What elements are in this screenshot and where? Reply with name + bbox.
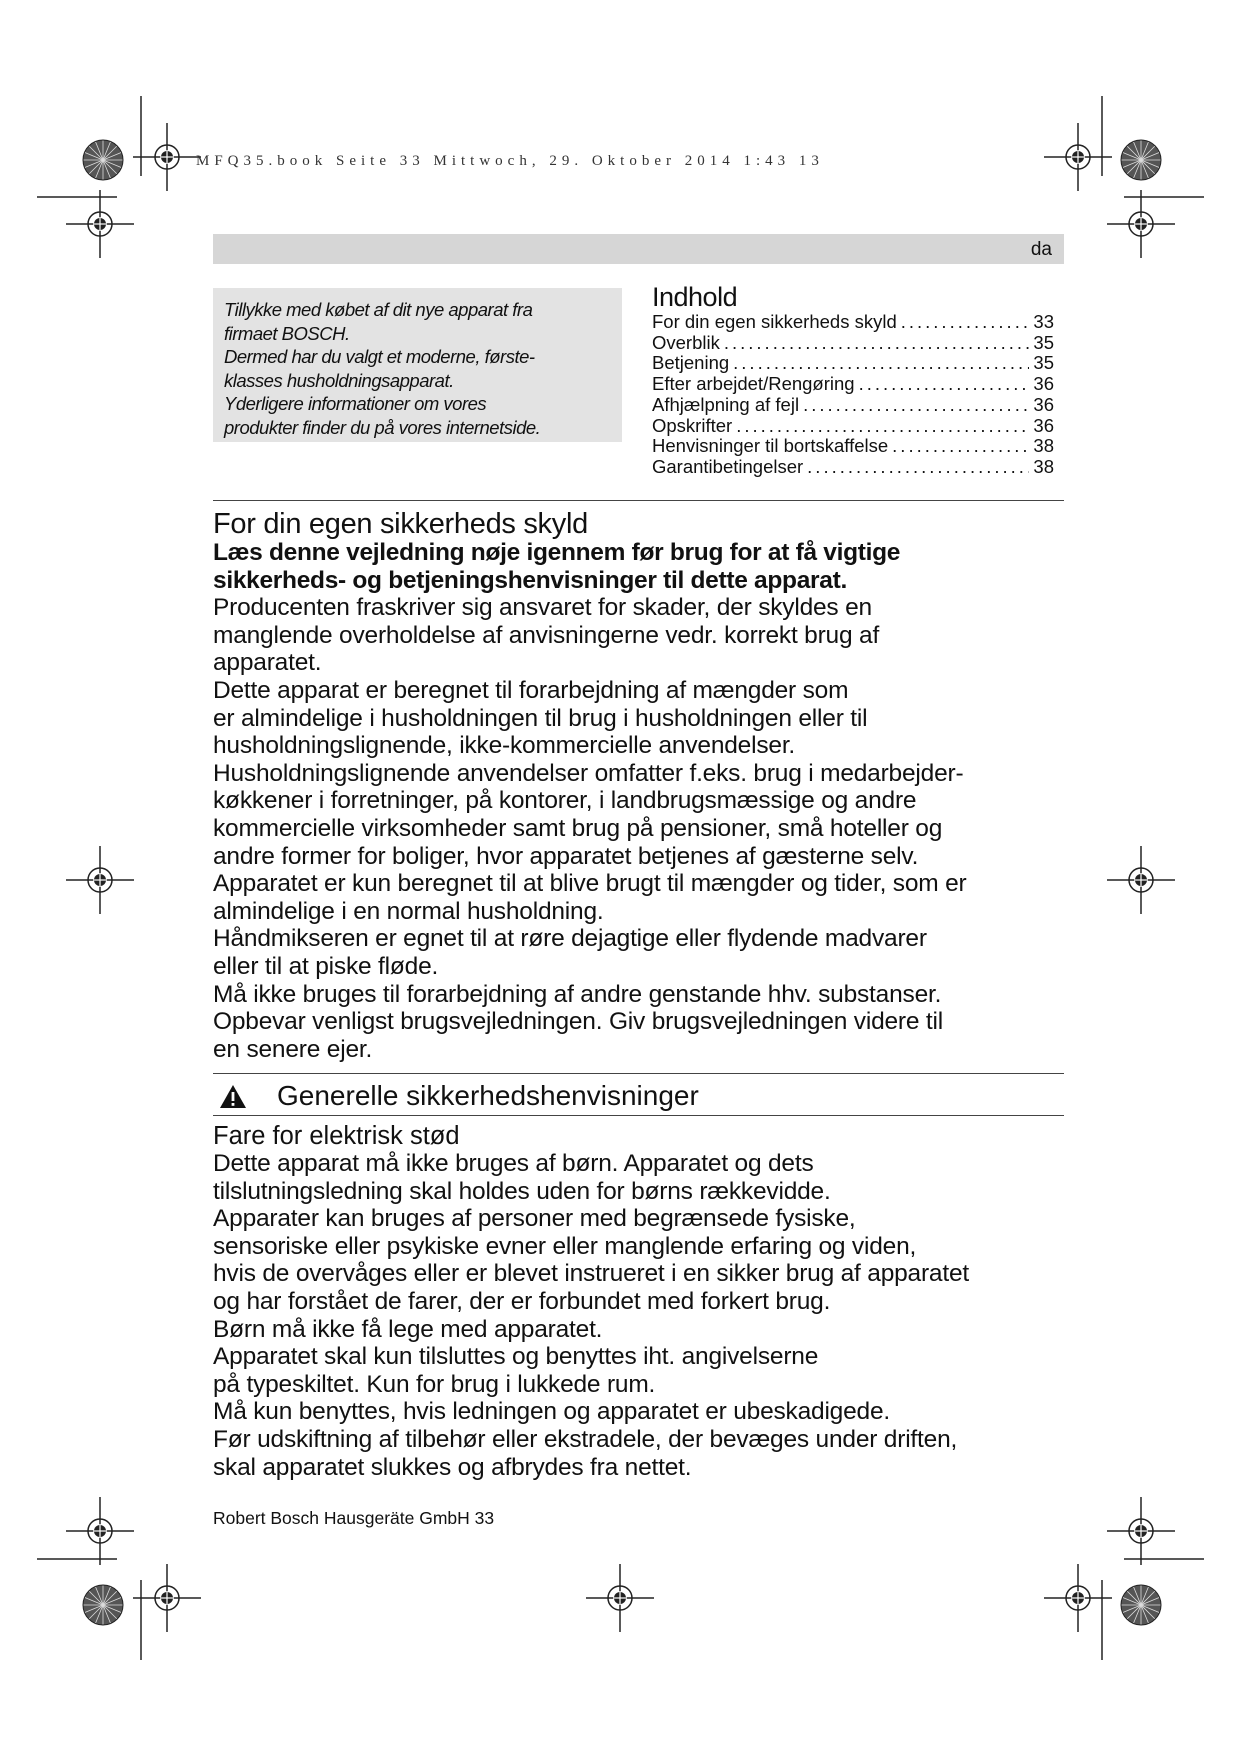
toc-entry[interactable] (652, 374, 1054, 395)
general-body-line: på typeskiltet. Kun for brug i lukkede rum. (213, 1370, 656, 1398)
toc-leader-dots (807, 457, 1029, 478)
toc-entry-page: 35 (1033, 352, 1054, 374)
safety-body-line: eller til at piske fløde. (213, 952, 439, 980)
toc-entry-label: Garantibetingelser (652, 455, 804, 477)
safety-lead-line: sikkerheds- og betjeningshenvisninger til dette apparat. (213, 566, 847, 594)
section-divider (213, 1073, 1064, 1074)
general-body-line: tilslutningsledning skal holdes uden for børns rækkevidde. (213, 1177, 831, 1205)
intro-line: Yderligere informationer om vores (224, 393, 487, 414)
safety-body-line: kommercielle virksomheder samt brug på pensioner, små hoteller og (213, 814, 943, 842)
safety-section (213, 509, 1083, 1063)
intro-line: Tillykke med købet af dit nye apparat fra (224, 299, 533, 320)
general-body-line: sensoriske eller psykiske evner eller manglende erfaring og viden, (213, 1232, 917, 1260)
general-heading-bar (213, 1080, 1064, 1112)
toc-entry-label: Betjening (652, 352, 730, 374)
general-body-line: Må kun benyttes, hvis ledningen og apparatet er ubeskadigede. (213, 1398, 890, 1426)
toc-leader-dots (859, 374, 1030, 395)
safety-body-line: Apparatet er kun beregnet til at blive brugt til mængder og tider, som er (213, 870, 967, 898)
language-bar (213, 234, 1064, 264)
intro-line: klasses husholdningsapparat. (224, 369, 454, 391)
toc-leader-dots (901, 312, 1030, 333)
safety-body-line: andre former for boliger, hvor apparatet betjenes af gæsterne selv. (213, 842, 919, 870)
toc-entry-page: 36 (1033, 393, 1054, 415)
language-code: da (1030, 239, 1052, 260)
electric-shock-heading: Fare for elektrisk stød (213, 1122, 460, 1150)
toc-entry-page: 38 (1033, 435, 1054, 457)
general-body-line: Apparater kan bruges af personer med begrænsede fysiske, (213, 1205, 856, 1233)
general-heading: Generelle sikkerhedshenvisninger (277, 1080, 699, 1111)
toc-entry-page: 33 (1033, 311, 1054, 332)
toc-entry-label: Overblik (652, 331, 720, 353)
general-body-line: Børn må ikke få lege med apparatet. (213, 1315, 603, 1343)
table-of-contents (652, 282, 1054, 478)
safety-body-line: manglende overholdelse af anvisningerne vedr. korrekt brug af (213, 621, 880, 649)
toc-heading: Indhold (652, 282, 738, 312)
page-footer: Robert Bosch Hausgeräte GmbH 33 (213, 1508, 495, 1528)
safety-body-line: køkkener i forretninger, på kontorer, i landbrugsmæssige og andre (213, 787, 917, 815)
general-body-line: Dette apparat må ikke bruges af børn. Apparatet og dets (213, 1150, 814, 1177)
safety-body-line: er almindelige i husholdningen til brug i husholdningen eller til (213, 704, 868, 732)
toc-entry-label: Efter arbejdet/Rengøring (652, 373, 855, 395)
toc-entry[interactable] (652, 353, 1054, 374)
intro-box (213, 288, 622, 442)
safety-body-line: Husholdningslignende anvendelser omfatter f.eks. brug i medarbejder- (213, 759, 964, 787)
section-divider (213, 1115, 1064, 1116)
toc-leader-dots (736, 416, 1029, 437)
toc-leader-dots (892, 436, 1029, 457)
toc-entry[interactable] (652, 312, 1054, 333)
toc-leader-dots (803, 395, 1029, 416)
toc-leader-dots (724, 333, 1030, 354)
toc-entry-page: 36 (1033, 373, 1054, 395)
warning-triangle-icon (219, 1084, 247, 1109)
safety-body-line: Håndmikseren er egnet til at røre dejagtige eller flydende madvarer (213, 925, 927, 953)
toc-entry-page: 36 (1033, 414, 1054, 436)
print-header: MFQ35.book Seite 33 Mittwoch, 29. Oktober 2014 1:43 13 (196, 153, 824, 169)
safety-body-line: Opbevar venligst brugsvejledningen. Giv brugsvejledningen videre til (213, 1008, 944, 1036)
safety-body-line: husholdningslignende, ikke-kommercielle anvendelser. (213, 732, 796, 760)
safety-body-line: Producenten fraskriver sig ansvaret for skader, der skyldes en (213, 594, 872, 622)
toc-entry[interactable] (652, 416, 1054, 437)
general-body-line: Før udskiftning af tilbehør eller ekstradele, der bevæges under driften, (213, 1425, 958, 1453)
section-divider (213, 500, 1064, 501)
safety-body-line: almindelige i en normal husholdning. (213, 897, 604, 925)
toc-entry-page: 38 (1033, 455, 1054, 477)
safety-body-line: apparatet. (213, 649, 322, 677)
toc-entry[interactable] (652, 436, 1054, 457)
safety-lead-line: Læs denne vejledning nøje igennem før brug for at få vigtige (213, 539, 901, 566)
toc-entry-label: Opskrifter (652, 414, 733, 436)
intro-line: firmaet BOSCH. (224, 322, 350, 344)
safety-body-line: Dette apparat er beregnet til forarbejdning af mængder som (213, 676, 849, 704)
toc-entry[interactable] (652, 395, 1054, 416)
toc-entry-page: 35 (1033, 331, 1054, 353)
toc-entry-label: For din egen sikkerheds skyld (652, 311, 897, 332)
toc-entry[interactable] (652, 457, 1054, 478)
safety-body-line: Må ikke bruges til forarbejdning af andre genstande hhv. substanser. (213, 980, 942, 1008)
general-body-line: Apparatet skal kun tilsluttes og benyttes iht. angivelserne (213, 1343, 819, 1371)
general-body-line: hvis de overvåges eller er blevet instrueret i en sikker brug af apparatet (213, 1260, 969, 1288)
toc-entry-label: Afhjælpning af fejl (652, 393, 800, 415)
general-body-line: skal apparatet slukkes og afbrydes fra nettet. (213, 1453, 692, 1481)
intro-line: produkter finder du på vores internetside. (224, 416, 541, 438)
general-body-line: og har forstået de farer, der er forbundet med forkert brug. (213, 1287, 831, 1315)
general-section (213, 1122, 1083, 1481)
toc-entry-label: Henvisninger til bortskaffelse (652, 435, 889, 457)
safety-body-line: en senere ejer. (213, 1035, 373, 1063)
toc-entry[interactable] (652, 333, 1054, 354)
safety-heading: For din egen sikkerheds skyld (213, 508, 588, 540)
toc-leader-dots (733, 353, 1029, 374)
intro-line: Dermed har du valgt et moderne, første- (224, 346, 535, 367)
